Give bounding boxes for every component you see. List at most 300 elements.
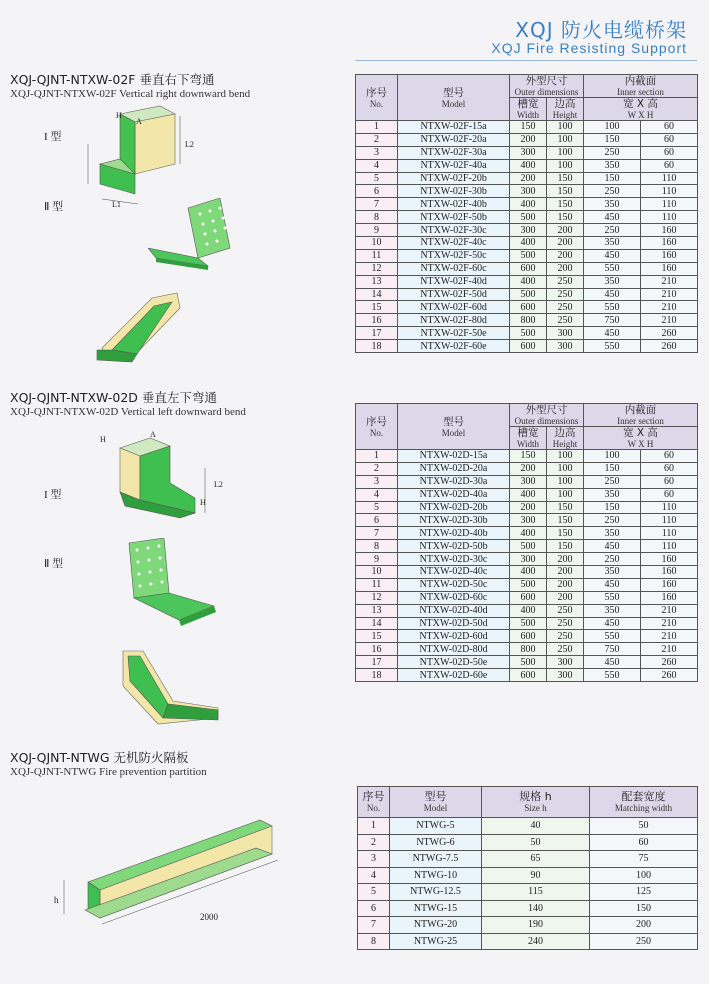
table-cell: 250 — [547, 643, 584, 656]
col-outer: 外型尺寸 Outer dimensions — [510, 404, 584, 427]
table-cell: 450 — [584, 249, 641, 262]
table-cell: 250 — [584, 185, 641, 198]
table-cell: 60 — [641, 159, 698, 172]
table-cell: 450 — [584, 327, 641, 340]
table-row — [356, 146, 698, 159]
table-row — [356, 475, 698, 488]
table-cell: 7 — [356, 198, 398, 211]
dim-l2-label-2: L2 — [214, 480, 223, 489]
table-cell: 300 — [510, 475, 547, 488]
table-cell: 550 — [584, 340, 641, 353]
table-cell: 100 — [547, 146, 584, 159]
table-cell: 5 — [356, 501, 398, 514]
page-title: XQJ 防火电缆桥架 — [515, 18, 687, 42]
table-cell: 260 — [641, 669, 698, 682]
table-cell: 400 — [510, 488, 547, 501]
table-cell: 250 — [584, 224, 641, 237]
table-row — [356, 314, 698, 327]
table-cell: 8 — [356, 211, 398, 224]
table-cell: 150 — [510, 121, 547, 134]
table-cell: 200 — [590, 917, 698, 934]
table-cell: NTXW-02F-50c — [398, 249, 510, 262]
table-row — [356, 211, 698, 224]
type-2-label-2: Ⅱ 型 — [44, 558, 64, 570]
col-model: 型号 Model — [398, 75, 510, 121]
table-cell: 150 — [584, 133, 641, 146]
table-cell: 110 — [641, 211, 698, 224]
table-cell: 60 — [641, 133, 698, 146]
table-cell: 100 — [547, 133, 584, 146]
bend-right-type2-illustration — [148, 198, 238, 278]
table-cell: 10 — [356, 237, 398, 250]
table-row — [356, 656, 698, 669]
table-row — [356, 121, 698, 134]
col-no: 序号 No. — [356, 404, 398, 450]
table-cell: 60 — [641, 462, 698, 475]
table-cell: NTXW-02F-30a — [398, 146, 510, 159]
table-cell: 250 — [584, 514, 641, 527]
table-cell: 210 — [641, 630, 698, 643]
table-cell: 150 — [510, 450, 547, 463]
table-cell: 14 — [356, 288, 398, 301]
table-cell: 4 — [358, 867, 390, 884]
table-cell: 550 — [584, 630, 641, 643]
table-cell: 12 — [356, 262, 398, 275]
table-cell: 250 — [584, 553, 641, 566]
table-cell: 200 — [510, 462, 547, 475]
table-row — [358, 834, 698, 851]
table-cell: 2 — [356, 133, 398, 146]
col-wh: 宽 X 高 W X H — [584, 427, 698, 450]
table-cell: NTXW-02F-60c — [398, 262, 510, 275]
table-cell: NTXW-02D-50c — [398, 578, 510, 591]
table-row — [356, 450, 698, 463]
table-row — [356, 514, 698, 527]
table-row — [356, 566, 698, 579]
table-cell: 200 — [547, 553, 584, 566]
section-1-subtitle: XQJ-QJNT-NTXW-02F Vertical right downward bend — [10, 88, 251, 100]
table-row — [356, 198, 698, 211]
table-cell: NTXW-02D-15a — [398, 450, 510, 463]
type-1-label-2: I 型 — [44, 489, 62, 501]
table-row — [356, 643, 698, 656]
table-cell: 7 — [358, 917, 390, 934]
table-cell: NTXW-02D-50e — [398, 656, 510, 669]
table-cell: 400 — [510, 237, 547, 250]
table-cell: 500 — [510, 617, 547, 630]
col-outer: 外型尺寸 Outer dimensions — [510, 75, 584, 98]
table-cell: 350 — [584, 275, 641, 288]
bend-left-type3-illustration — [118, 646, 223, 731]
table-cell: 3 — [356, 475, 398, 488]
table-row — [356, 501, 698, 514]
table-cell: 160 — [641, 566, 698, 579]
dim-h-label-3: h — [54, 895, 59, 905]
table-row — [358, 884, 698, 901]
table-row — [356, 578, 698, 591]
table-cell: 110 — [641, 198, 698, 211]
table-cell: NTXW-02D-20a — [398, 462, 510, 475]
table-cell: 16 — [356, 643, 398, 656]
table-row — [356, 224, 698, 237]
table-cell: 210 — [641, 314, 698, 327]
col-inner: 内截面 Inner section — [584, 75, 698, 98]
table-row — [356, 591, 698, 604]
table-cell: 18 — [356, 340, 398, 353]
table-row — [356, 669, 698, 682]
table-cell: 350 — [584, 237, 641, 250]
col-model: 型号 Model — [398, 404, 510, 450]
table-cell: 150 — [584, 501, 641, 514]
table-cell: 65 — [482, 851, 590, 868]
table-cell: NTXW-02D-30b — [398, 514, 510, 527]
table-cell: NTWG-25 — [390, 933, 482, 950]
table-cell: 350 — [584, 488, 641, 501]
table-row — [356, 288, 698, 301]
table-cell: 18 — [356, 669, 398, 682]
table-cell: 250 — [547, 301, 584, 314]
table-cell: 200 — [510, 172, 547, 185]
table-cell: NTXW-02F-60d — [398, 301, 510, 314]
table-row — [358, 867, 698, 884]
table-cell: NTXW-02F-20b — [398, 172, 510, 185]
table-cell: NTXW-02D-50b — [398, 540, 510, 553]
table-cell: 150 — [590, 900, 698, 917]
table-cell: 200 — [547, 224, 584, 237]
table-cell: 450 — [584, 617, 641, 630]
table-row — [356, 237, 698, 250]
table-cell: 150 — [547, 527, 584, 540]
table-cell: 5 — [358, 884, 390, 901]
table-cell: 100 — [547, 450, 584, 463]
table-cell: 60 — [641, 475, 698, 488]
table-cell: 250 — [547, 617, 584, 630]
table-cell: 90 — [482, 867, 590, 884]
table-row — [356, 249, 698, 262]
table-cell: 150 — [584, 462, 641, 475]
table-cell: 11 — [356, 578, 398, 591]
table-cell: 500 — [510, 540, 547, 553]
table-row — [356, 604, 698, 617]
type-2-label: Ⅱ 型 — [44, 201, 64, 213]
table-cell: 17 — [356, 327, 398, 340]
table-cell: 14 — [356, 617, 398, 630]
table-cell: 60 — [641, 146, 698, 159]
col-height: 边高 Height — [547, 98, 584, 121]
table-cell: 150 — [547, 540, 584, 553]
bend-left-type1-illustration — [100, 428, 220, 528]
table-cell: 12 — [356, 591, 398, 604]
table-cell: NTWG-15 — [390, 900, 482, 917]
table-cell: 500 — [510, 288, 547, 301]
table-cell: 150 — [547, 198, 584, 211]
table-cell: NTWG-7.5 — [390, 851, 482, 868]
table-cell: 100 — [547, 121, 584, 134]
col-no: 序号 No. — [356, 75, 398, 121]
col-no: 序号 No. — [358, 787, 390, 818]
table-cell: 200 — [547, 591, 584, 604]
table-cell: 1 — [358, 818, 390, 835]
table-cell: 110 — [641, 540, 698, 553]
table-cell: NTXW-02D-60c — [398, 591, 510, 604]
table-cell: 3 — [358, 851, 390, 868]
table-row — [356, 540, 698, 553]
table-cell: 250 — [547, 314, 584, 327]
table-cell: NTWG-5 — [390, 818, 482, 835]
table-cell: 210 — [641, 643, 698, 656]
table-cell: 100 — [547, 488, 584, 501]
table-row — [356, 301, 698, 314]
table-row — [356, 630, 698, 643]
table-cell: 160 — [641, 262, 698, 275]
table-cell: 500 — [510, 656, 547, 669]
table-cell: 110 — [641, 172, 698, 185]
table-cell: 2 — [356, 462, 398, 475]
table-cell: NTWG-20 — [390, 917, 482, 934]
table-cell: 450 — [584, 578, 641, 591]
table-row — [358, 900, 698, 917]
table-cell: 350 — [584, 566, 641, 579]
table-cell: 100 — [584, 450, 641, 463]
table-row — [356, 159, 698, 172]
table-row — [358, 917, 698, 934]
bend-left-type2-illustration — [124, 538, 219, 628]
table-cell: 260 — [641, 656, 698, 669]
col-match: 配套宽度 Matching width — [590, 787, 698, 818]
col-model: 型号 Model — [390, 787, 482, 818]
table-row — [356, 527, 698, 540]
table-cell: 600 — [510, 591, 547, 604]
table-cell: 600 — [510, 340, 547, 353]
table-cell: 200 — [547, 578, 584, 591]
table-cell: NTXW-02D-50d — [398, 617, 510, 630]
table-cell: NTWG-10 — [390, 867, 482, 884]
table-cell: NTXW-02D-40a — [398, 488, 510, 501]
table-cell: 1 — [356, 121, 398, 134]
table-cell: 210 — [641, 301, 698, 314]
header-divider — [355, 60, 697, 61]
table-cell: 150 — [547, 514, 584, 527]
table-cell: 50 — [590, 818, 698, 835]
table-cell: 11 — [356, 249, 398, 262]
table-cell: NTXW-02D-30a — [398, 475, 510, 488]
table-cell: 100 — [584, 121, 641, 134]
table-cell: 200 — [547, 566, 584, 579]
table-cell: NTXW-02F-40b — [398, 198, 510, 211]
table-cell: NTXW-02D-60d — [398, 630, 510, 643]
table-cell: 160 — [641, 578, 698, 591]
table-cell: 300 — [510, 185, 547, 198]
table-cell: 300 — [547, 340, 584, 353]
table-cell: NTXW-02D-40d — [398, 604, 510, 617]
table-row — [358, 851, 698, 868]
table-cell: 550 — [584, 301, 641, 314]
table-cell: 4 — [356, 159, 398, 172]
section-3-subtitle: XQJ-QJNT-NTWG Fire prevention partition — [10, 766, 207, 778]
table-cell: 210 — [641, 288, 698, 301]
dim-h-label-2: H — [100, 435, 106, 444]
table-cell: 200 — [547, 237, 584, 250]
table-cell: 160 — [641, 237, 698, 250]
table-row — [356, 340, 698, 353]
table-cell: 600 — [510, 630, 547, 643]
table-cell: 110 — [641, 185, 698, 198]
col-width: 槽宽 Width — [510, 427, 547, 450]
table-cell: 150 — [584, 172, 641, 185]
table-cell: 350 — [584, 159, 641, 172]
section-3-title: XQJ-QJNT-NTWG 无机防火隔板 — [10, 750, 189, 765]
table-cell: NTXW-02F-80d — [398, 314, 510, 327]
table-cell: NTXW-02D-40b — [398, 527, 510, 540]
table-cell: 550 — [584, 669, 641, 682]
table-cell: NTXW-02F-15a — [398, 121, 510, 134]
table-cell: NTXW-02D-20b — [398, 501, 510, 514]
table-row — [356, 133, 698, 146]
table-cell: 300 — [510, 224, 547, 237]
table-cell: 8 — [358, 933, 390, 950]
table-row — [358, 818, 698, 835]
table-cell: NTXW-02F-40a — [398, 159, 510, 172]
table-cell: 60 — [641, 121, 698, 134]
table-cell: 450 — [584, 288, 641, 301]
table-cell: 7 — [356, 527, 398, 540]
dim-l2-label: L2 — [185, 140, 194, 149]
table-cell: 240 — [482, 933, 590, 950]
table-row — [356, 462, 698, 475]
bend-right-type3-illustration — [92, 288, 187, 368]
table-cell: 100 — [547, 159, 584, 172]
section-1-title: XQJ-QJNT-NTXW-02F 垂直右下弯通 — [10, 72, 215, 87]
table-cell: 3 — [356, 146, 398, 159]
partition-illustration — [50, 812, 290, 932]
table-cell: 550 — [584, 262, 641, 275]
table-cell: 60 — [641, 450, 698, 463]
table-cell: 500 — [510, 578, 547, 591]
table-cell: 300 — [510, 514, 547, 527]
table-cell: 200 — [547, 262, 584, 275]
col-wh: 宽 X 高 W X H — [584, 98, 698, 121]
table-cell: 750 — [584, 643, 641, 656]
table-cell: 6 — [356, 514, 398, 527]
table-cell: 600 — [510, 262, 547, 275]
table-cell: 200 — [510, 133, 547, 146]
table-cell: NTXW-02F-40d — [398, 275, 510, 288]
table-cell: 100 — [547, 475, 584, 488]
table-cell: 160 — [641, 224, 698, 237]
table-cell: 210 — [641, 275, 698, 288]
table-cell: 750 — [584, 314, 641, 327]
table-cell: NTXW-02D-80d — [398, 643, 510, 656]
table-cell: 6 — [356, 185, 398, 198]
table-cell: NTWG-12.5 — [390, 884, 482, 901]
table-cell: NTXW-02F-60e — [398, 340, 510, 353]
col-size: 规格 h Size h — [482, 787, 590, 818]
table-cell: 15 — [356, 630, 398, 643]
table-cell: 350 — [584, 604, 641, 617]
table-cell: 200 — [547, 249, 584, 262]
table-cell: 9 — [356, 224, 398, 237]
table-cell: 400 — [510, 566, 547, 579]
table-cell: 200 — [510, 501, 547, 514]
table-row — [356, 185, 698, 198]
table-cell: 210 — [641, 617, 698, 630]
table-cell: 500 — [510, 249, 547, 262]
table-cell: 450 — [584, 211, 641, 224]
table-cell: 250 — [547, 630, 584, 643]
table-cell: 250 — [547, 275, 584, 288]
table-row — [356, 553, 698, 566]
table-cell: NTXW-02F-20a — [398, 133, 510, 146]
table-cell: 300 — [510, 146, 547, 159]
table-row — [358, 933, 698, 950]
table-cell: NTXW-02F-50e — [398, 327, 510, 340]
table-cell: 250 — [584, 146, 641, 159]
table-cell: 500 — [510, 327, 547, 340]
dim-h2-label-2: H — [200, 498, 206, 507]
table-cell: 250 — [547, 288, 584, 301]
table-cell: 150 — [547, 172, 584, 185]
table-cell: 140 — [482, 900, 590, 917]
table-cell: 8 — [356, 540, 398, 553]
table-cell: 125 — [590, 884, 698, 901]
table-cell: NTXW-02F-40c — [398, 237, 510, 250]
table-cell: 110 — [641, 501, 698, 514]
table-cell: NTXW-02D-60e — [398, 669, 510, 682]
table-cell: 5 — [356, 172, 398, 185]
table-cell: 300 — [547, 327, 584, 340]
table-cell: 300 — [547, 656, 584, 669]
table-cell: 550 — [584, 591, 641, 604]
dim-a-label-2: A — [150, 430, 156, 439]
table-row — [356, 262, 698, 275]
table-cell: NTXW-02D-30c — [398, 553, 510, 566]
table-cell: 300 — [547, 669, 584, 682]
dim-a-label: A — [136, 117, 142, 126]
table-cell: 600 — [510, 301, 547, 314]
table-cell: 17 — [356, 656, 398, 669]
table-cell: 400 — [510, 604, 547, 617]
table-cell: 400 — [510, 159, 547, 172]
table-cell: 600 — [510, 669, 547, 682]
table-cell: 160 — [641, 553, 698, 566]
table-row — [356, 275, 698, 288]
table-cell: NTXW-02F-50b — [398, 211, 510, 224]
table-cell: 260 — [641, 327, 698, 340]
table-cell: 300 — [510, 553, 547, 566]
table-cell: 60 — [641, 488, 698, 501]
table-row — [356, 172, 698, 185]
table-row — [356, 488, 698, 501]
table-cell: 400 — [510, 527, 547, 540]
table-cell: 150 — [547, 211, 584, 224]
table-ntwg — [357, 786, 698, 950]
table-cell: 50 — [482, 834, 590, 851]
table-cell: 400 — [510, 275, 547, 288]
table-cell: NTWG-6 — [390, 834, 482, 851]
table-cell: 110 — [641, 527, 698, 540]
section-2-subtitle: XQJ-QJNT-NTXW-02D Vertical left downward bend — [10, 406, 246, 418]
table-cell: 4 — [356, 488, 398, 501]
table-cell: 350 — [584, 527, 641, 540]
table-cell: 13 — [356, 275, 398, 288]
table-cell: 500 — [510, 211, 547, 224]
table-cell: 400 — [510, 198, 547, 211]
table-cell: NTXW-02F-30b — [398, 185, 510, 198]
table-cell: NTXW-02D-40c — [398, 566, 510, 579]
table-cell: 210 — [641, 604, 698, 617]
table-02d — [355, 403, 698, 682]
table-02f — [355, 74, 698, 353]
